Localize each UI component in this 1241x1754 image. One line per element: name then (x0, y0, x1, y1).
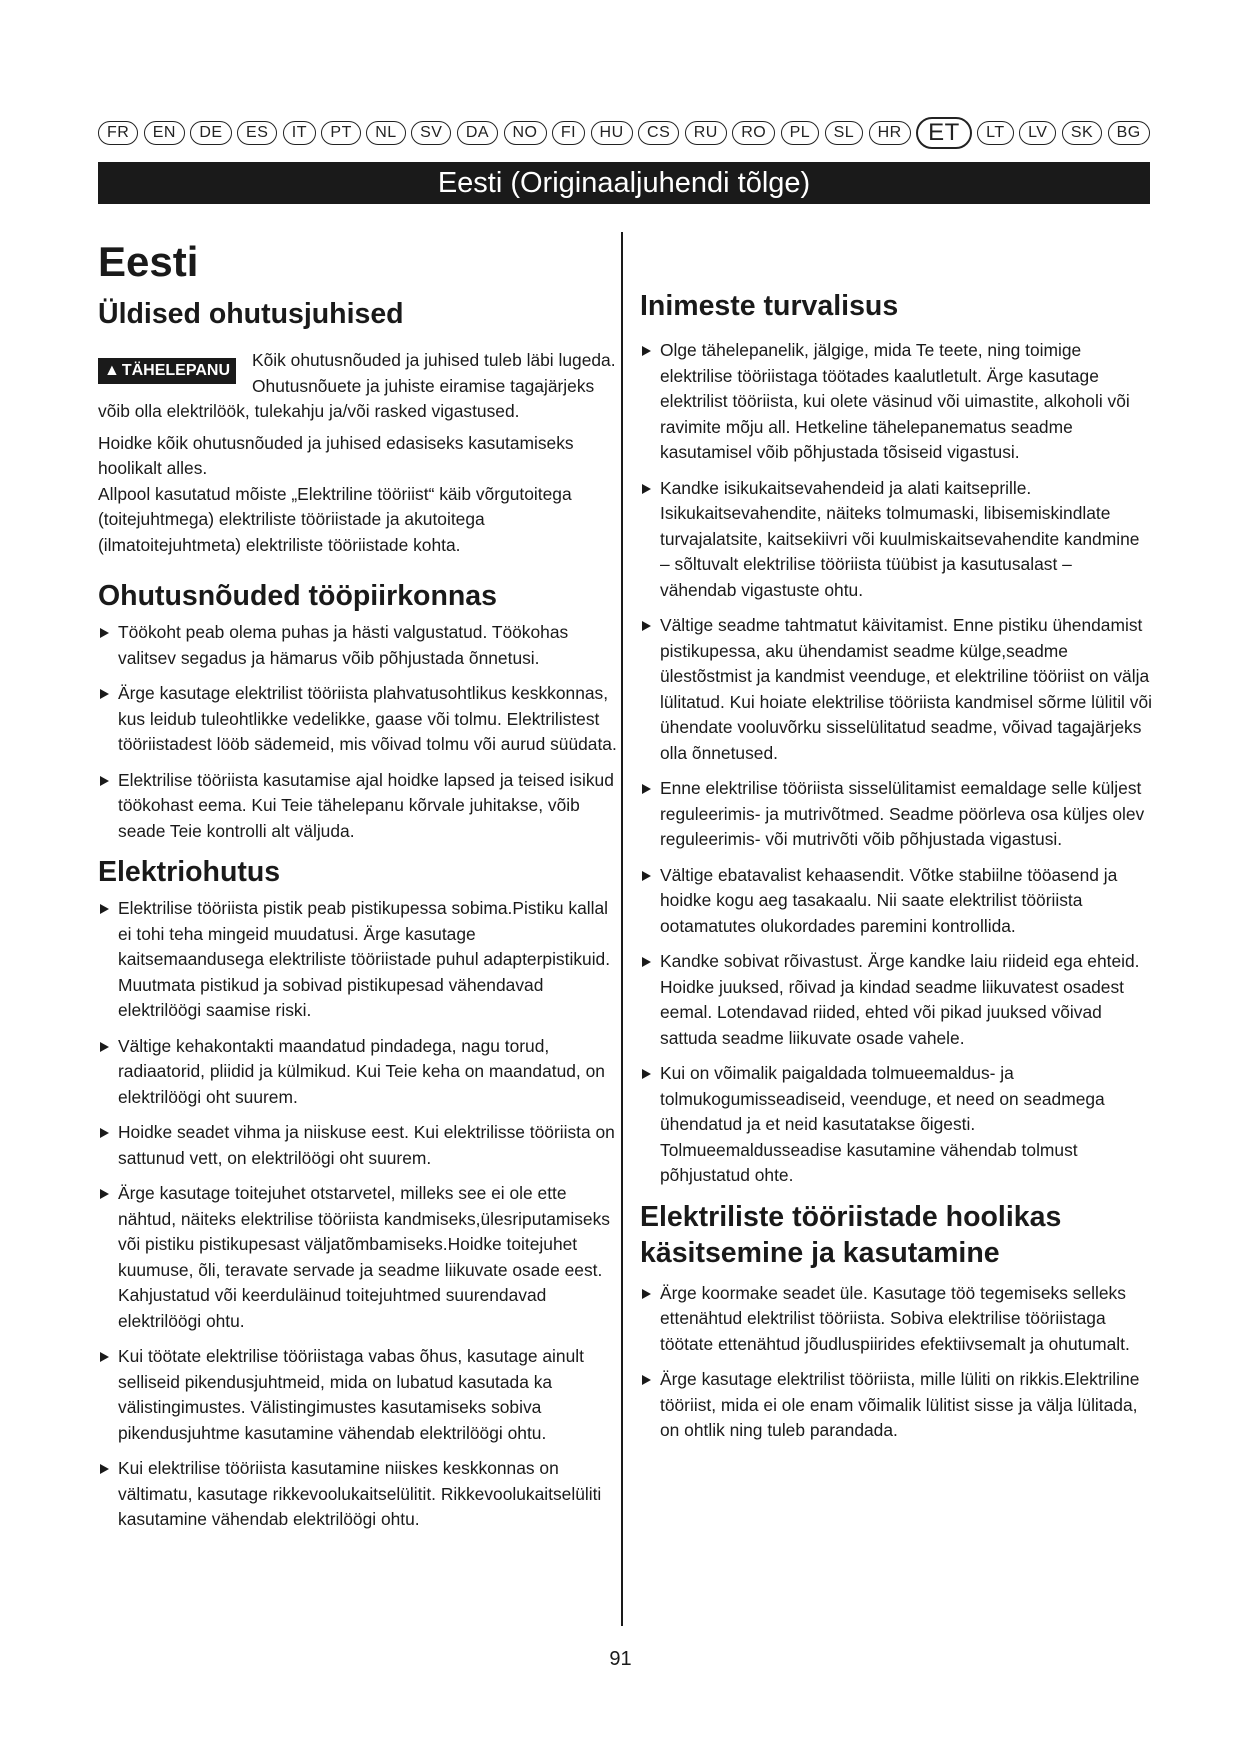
heading-general-safety: Üldised ohutusjuhised (98, 298, 404, 330)
workplace-list (98, 620, 620, 844)
definition-text: Allpool kasutatud mõiste „Elektriline tööriist“ käib võrgutoitega (toitejuhtmega) elektriliste tööriistade ja akutoitega (ilmatoitejuhtmeta) elektriliste tööriistade kohta. (98, 483, 572, 555)
lang-tab-lt[interactable]: LT (977, 121, 1013, 145)
heading-personal-safety: Inimeste turvalisus (640, 290, 899, 322)
lang-tab-no[interactable]: NO (504, 121, 547, 145)
list-item: Ärge koormake seadet üle. Kasutage töö tegemiseks selleks ettenähtud elektrilist tööriista. Sobiva elektrilise tööriistaga töötate ettenähtud jõudluspiirides efektiivsemalt ja ohutumalt. (640, 1281, 1152, 1358)
warning-badge (98, 358, 236, 384)
lang-tab-fr[interactable]: FR (98, 121, 138, 145)
lang-tab-et-active[interactable]: ET (916, 117, 972, 149)
right-column (640, 232, 1152, 1454)
personal-list (640, 338, 1152, 1189)
list-item: Elektrilise tööriista pistik peab pistikupessa sobima.Pistiku kallal ei tohi teha mingeid muudatusi. Ärge kasutage kaitsemaandusega elektriliste tööriistade puhul adapterpistikuid. Muutmata pistikud ja sobivad pistikupesad vähendavad elektrilöögi saamise riski. (98, 896, 620, 1024)
list-item: Ärge kasutage elektrilist tööriista plahvatusohtlikus keskkonnas, kus leidub tuleohtlikke vedelikke, gaase või tolmu. Elektrilistest tööriistadest lööb sädemeid, mis võivad tolmu või aurud süüdata. (98, 681, 620, 758)
lang-tab-fi[interactable]: FI (552, 121, 585, 145)
language-selector (98, 118, 1150, 148)
left-column (98, 232, 620, 1543)
electric-list (98, 896, 620, 1533)
lang-tab-pt[interactable]: PT (321, 121, 360, 145)
list-item: Hoidke seadet vihma ja niiskuse eest. Kui elektrilisse tööriista on sattunud vett, on elektrilöögi oht suurem. (98, 1120, 620, 1171)
lang-tab-sl[interactable]: SL (825, 121, 864, 145)
lang-tab-hr[interactable]: HR (869, 121, 911, 145)
document-title: Eesti (98, 238, 199, 285)
column-divider (621, 232, 623, 1626)
warning-text: Kõik ohutusnõuded ja juhised tuleb läbi lugeda. Ohutusnõuete ja juhiste eiramise tagajärjeks võib olla elektrilöök, tulekahju ja/või rasked vigastused. (98, 350, 616, 421)
heading-workplace-safety: Ohutusnõuded tööpiirkonnas (98, 580, 497, 612)
section-banner: Eesti (Originaaljuhendi tõlge) (98, 162, 1150, 204)
list-item: Vältige ebatavalist kehaasendit. Võtke stabiilne tööasend ja hoidke kogu aeg tasakaalu. Nii saate elektrilist tööriista ootamatutes olukordades paremini kontrollida. (640, 863, 1152, 940)
lang-tab-sk[interactable]: SK (1062, 121, 1102, 145)
list-item: Töökoht peab olema puhas ja hästi valgustatud. Töökohas valitsev segadus ja hämarus võib põhjustada õnnetusi. (98, 620, 620, 671)
lang-tab-ru[interactable]: RU (685, 121, 727, 145)
lang-tab-hu[interactable]: HU (591, 121, 633, 145)
lang-tab-da[interactable]: DA (457, 121, 498, 145)
list-item: Vältige kehakontakti maandatud pindadega, nagu torud, radiaatorid, pliidid ja külmikud. Kui Teie keha on maandatud, on elektrilöögi oht suurem. (98, 1034, 620, 1111)
list-item: Kandke sobivat rõivastust. Ärge kandke laiu riideid ega ehteid. Hoidke juuksed, rõivad ja kindad seadme liikuvatest osadest eemal. Lotendavad riided, ehted või pikad juuksed võivad sattuda seadme liikuvate osade vahele. (640, 949, 1152, 1051)
lang-tab-lv[interactable]: LV (1019, 121, 1056, 145)
list-item: Vältige seadme tahtmatut käivitamist. Enne pistiku ühendamist pistikupessa, aku ühendamist seadme külge,seadme ülestõstmist ja kandmist veenduge, et elektriline tööriist on välja lülitatud. Kui hoiate elektrilise tööriista kandmisel sõrme lülitil või ühendate vooluvõrku sisselülitatud seadme, võivad tagajärjeks olla õnnetused. (640, 613, 1152, 766)
lang-tab-nl[interactable]: NL (366, 121, 405, 145)
warning-block (98, 348, 620, 425)
list-item: Olge tähelepanelik, jälgige, mida Te teete, ning toimige elektrilise tööriistaga töötades kaalutletult. Ärge kasutage elektrilist tööriista, kui olete väsinud või uimastite, alkoholi või ravimite mõju all. Hetkeline tähelepanematus seadme kasutamisel võib põhjustada tõsiseid vigastusi. (640, 338, 1152, 466)
heading-tool-use: Elektriliste tööriistade hoolikas käsitsemine ja kasutamine (640, 1200, 1062, 1269)
list-item: Kandke isikukaitsevahendeid ja alati kaitseprille. Isikukaitsevahendite, näiteks tolmumaski, libisemiskindlate turvajalatsite, kaitsekiivri või kuulmiskaitsevahendite kandmine – sõltuvalt elektrilise tööriista tüübist ja kasutusalast – vähendab vigastuste ohtu. (640, 476, 1152, 604)
warning-triangle-icon: ▲ (104, 362, 120, 379)
list-item: Kui on võimalik paigaldada tolmueemaldus- ja tolmukogumisseadiseid, veenduge, et need on seadmega ühendatud ja et neid kasutatakse õigesti. Tolmueemaldusseadise kasutamine vähendab tolmust põhjustatud ohte. (640, 1061, 1152, 1189)
page-number: 91 (609, 1648, 632, 1670)
list-item: Elektrilise tööriista kasutamise ajal hoidke lapsed ja teised isikud töökohast eema. Kui Teie tähelepanu kõrvale juhitakse, võib seade Teie kontrolli alt väljuda. (98, 768, 620, 845)
list-item: Ärge kasutage elektrilist tööriista, mille lüliti on rikkis.Elektriline tööriist, mida ei ole enam võimalik lülitist sisse ja välja lülitada, on ohtlik ning tuleb parandada. (640, 1367, 1152, 1444)
lang-tab-cs[interactable]: CS (638, 121, 679, 145)
lang-tab-sv[interactable]: SV (411, 121, 451, 145)
warning-badge-label: TÄHELEPANU (121, 362, 230, 379)
list-item: Kui töötate elektrilise tööriistaga vabas õhus, kasutage ainult selliseid pikendusjuhtmeid, mida on lubatud kasutada ka välistingimustes. Välistingimustes kasutamiseks sobiva pikendusjuhtme kasutamine vähendab elektrilöögi ohtu. (98, 1344, 620, 1446)
list-item: Enne elektrilise tööriista sisselülitamist eemaldage selle küljest reguleerimis- ja mutrivõtmed. Seadme pöörleva osa küljes olev reguleerimis- või mutrivõti võib põhjustada vigastusi. (640, 776, 1152, 853)
lang-tab-ro[interactable]: RO (732, 121, 775, 145)
keep-instructions-text: Hoidke kõik ohutusnõuded ja juhised edasiseks kasutamiseks hoolikalt alles. (98, 432, 574, 478)
lang-tab-es[interactable]: ES (237, 121, 277, 145)
tools-list (640, 1281, 1152, 1444)
lang-tab-bg[interactable]: BG (1108, 121, 1150, 145)
lang-tab-pl[interactable]: PL (781, 121, 820, 145)
lang-tab-de[interactable]: DE (190, 121, 231, 145)
list-item: Ärge kasutage toitejuhet otstarvetel, milleks see ei ole ette nähtud, näiteks elektrilise tööriista kandmiseks,ülesriputamiseks või pistiku pistikupesast väljatõmbamiseks.Hoidke toitejuhet kuumuse, õli, teravate servade ja seadme liikuvate osade eest. Kahjustatud või keerduläinud toitejuhtmed suurendavad elektrilöögi ohtu. (98, 1181, 620, 1334)
heading-electrical-safety: Elektriohutus (98, 856, 281, 888)
list-item: Kui elektrilise tööriista kasutamine niiskes keskkonnas on vältimatu, kasutage rikkevoolukaitselülitit. Rikkevoolukaitselüliti kasutamine vähendab elektrilöögi ohtu. (98, 1456, 620, 1533)
lang-tab-en[interactable]: EN (144, 121, 185, 145)
lang-tab-it[interactable]: IT (283, 121, 316, 145)
